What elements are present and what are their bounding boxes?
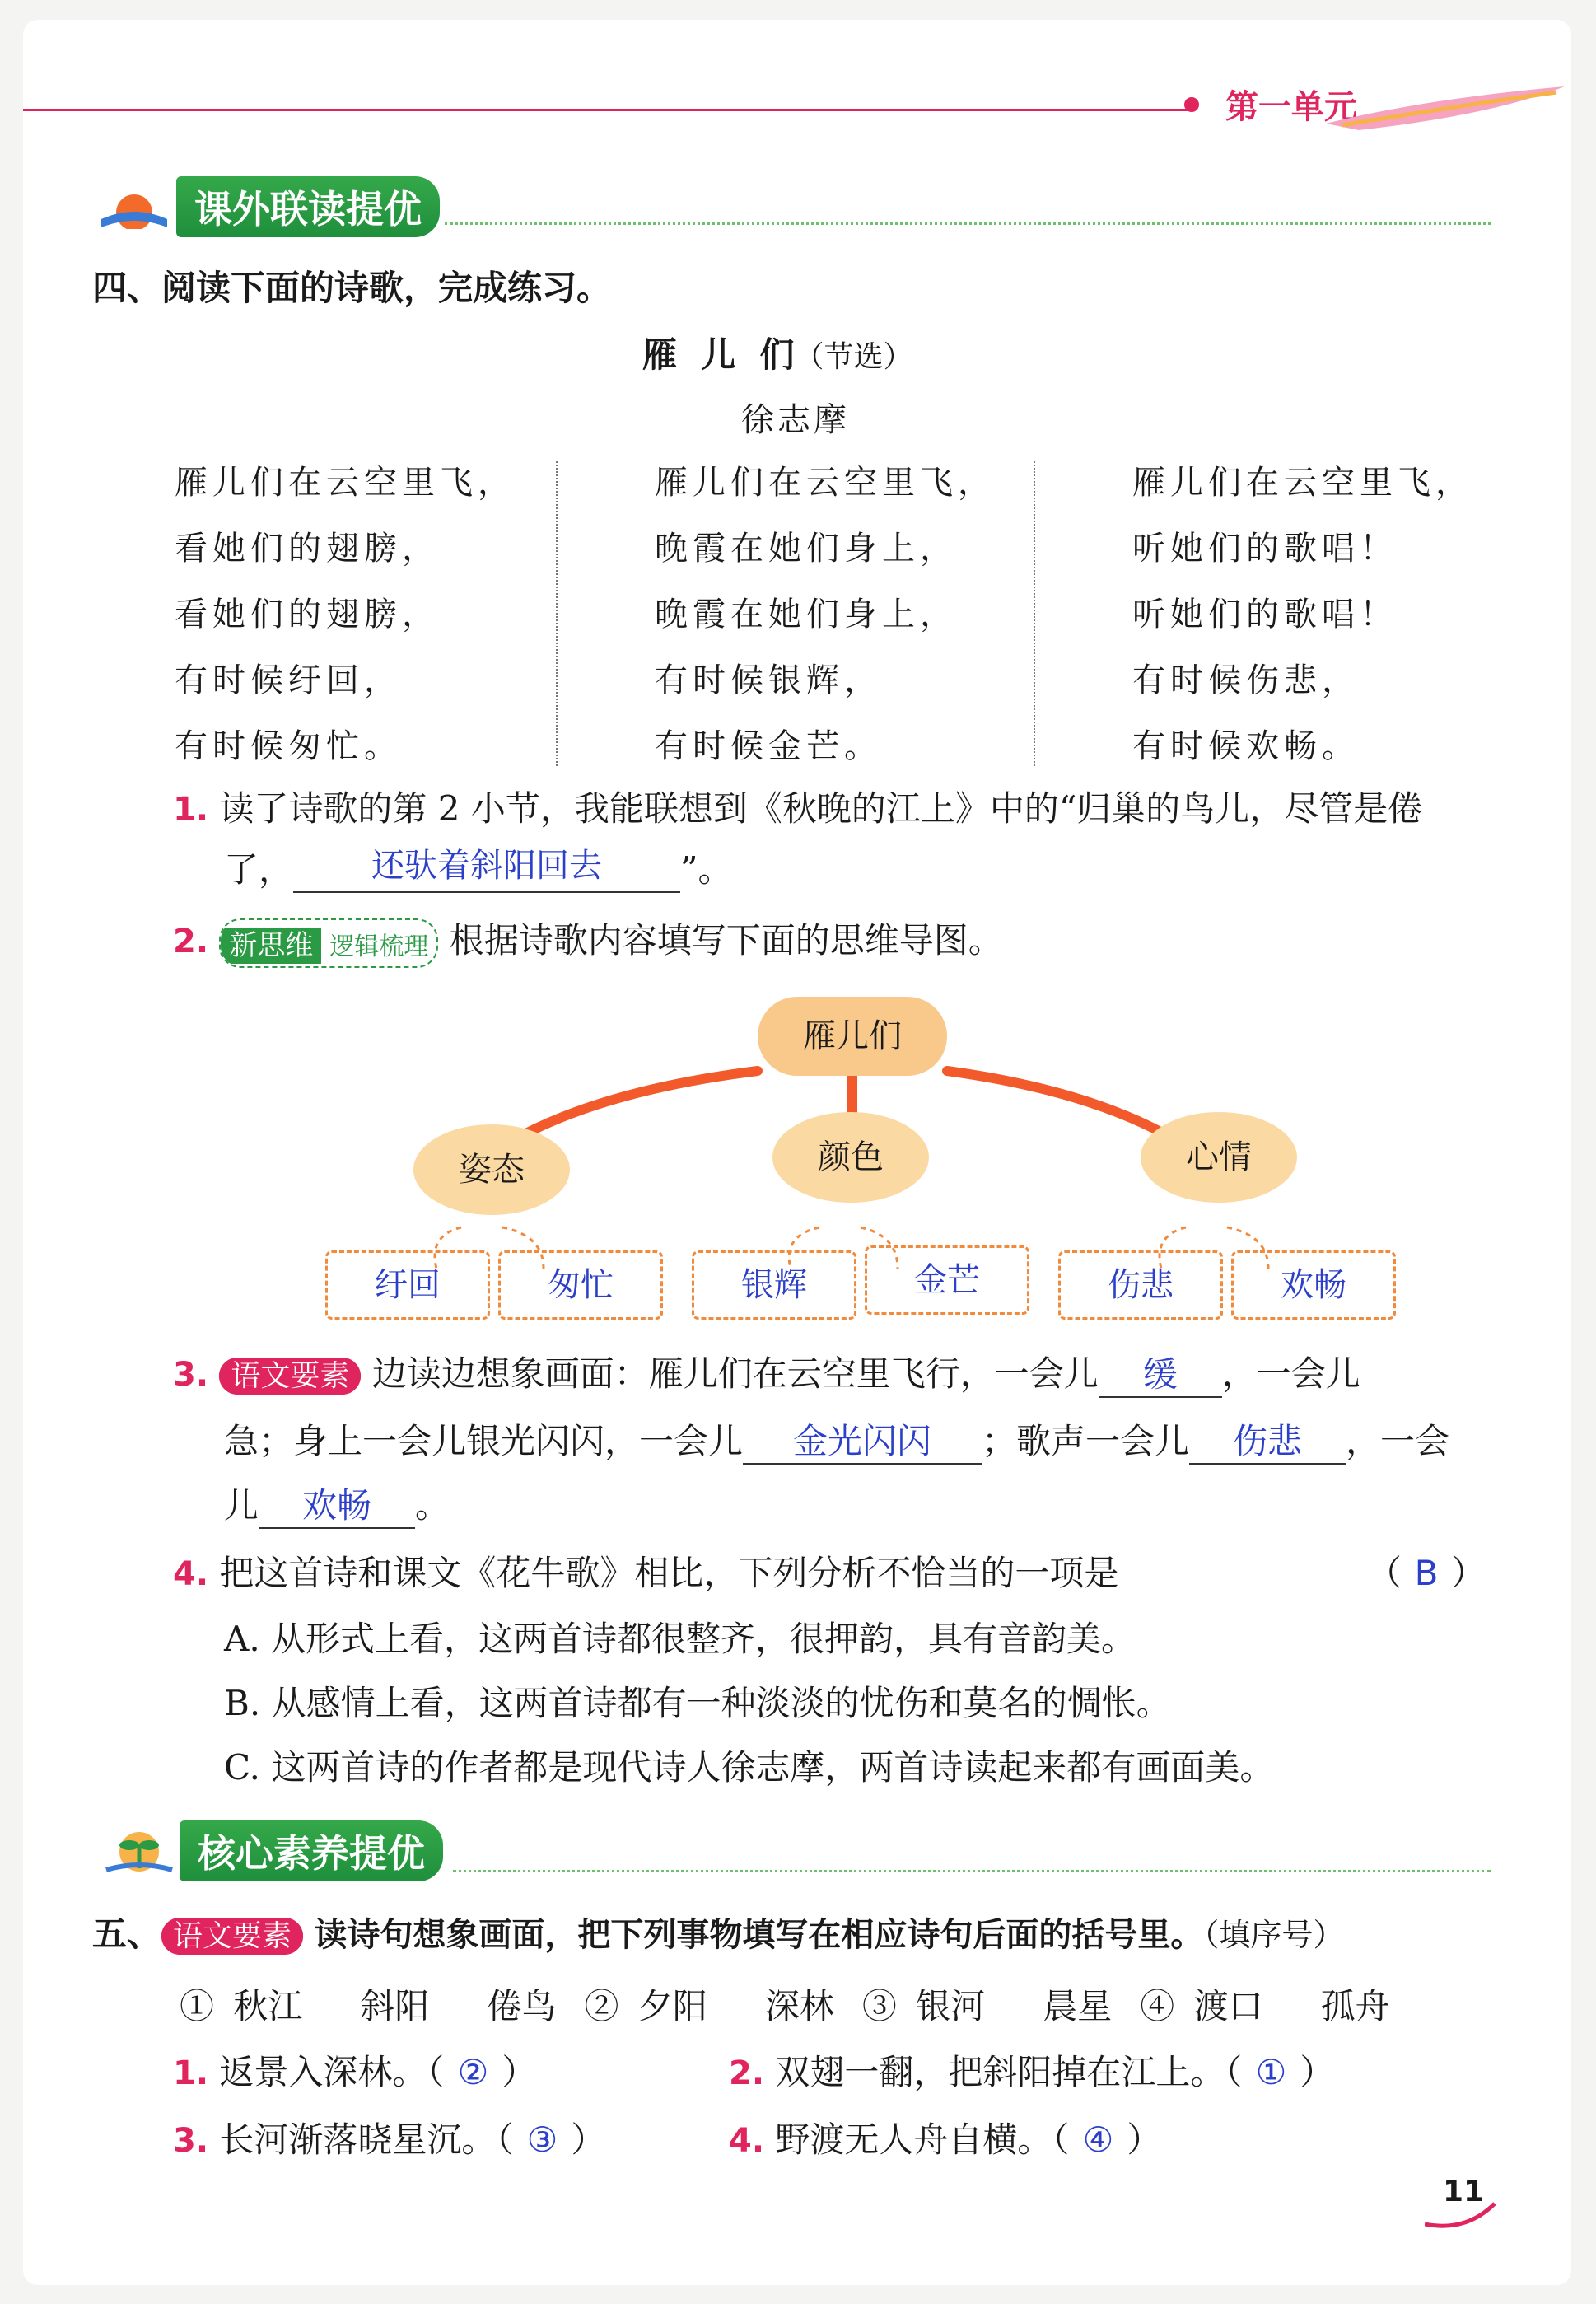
mindmap-answer-box[interactable]: 匆忙 bbox=[498, 1250, 663, 1320]
mindmap-root: 雁儿们 bbox=[758, 997, 947, 1076]
q4-answer[interactable]: B bbox=[1414, 1553, 1439, 1593]
q3-text-1b: ，一会儿 bbox=[1221, 1353, 1360, 1394]
q2-tag bbox=[219, 918, 438, 968]
q4-option-c: C. 这两首诗的作者都是现代诗人徐志摩，两首诗读起来都有画面美。 bbox=[224, 1747, 1275, 1788]
q2-number: 2. bbox=[173, 923, 209, 960]
q5-text: 读诗句想象画面，把下列事物填写在相应诗句后面的括号里。 bbox=[314, 1916, 1204, 1954]
q5-item: ④ 渡口 孤舟 bbox=[1140, 1986, 1390, 2026]
q3-line-1 bbox=[173, 1351, 1360, 1398]
page-number: 11 bbox=[1443, 2175, 1485, 2208]
poem-stanza-3 bbox=[1132, 450, 1473, 779]
q3-text-2c: ，一会 bbox=[1346, 1421, 1450, 1461]
poem-line: 看她们的翅膀， bbox=[175, 530, 440, 568]
q3-text-2b: ；歌声一会儿 bbox=[982, 1421, 1190, 1461]
q4-paren-open: （ bbox=[1367, 1553, 1402, 1593]
poem-line: 有时候匆忙。 bbox=[175, 727, 402, 765]
q2-tag-main: 新思维 bbox=[221, 928, 321, 964]
poem-line: 有时候伤悲， bbox=[1132, 661, 1360, 699]
q5-sub-number: 3. bbox=[173, 2122, 209, 2160]
q5-sub-close: ） bbox=[571, 2119, 606, 2160]
poem-line: 有时候银辉， bbox=[655, 661, 882, 699]
poem-line: 雁儿们在云空里飞， bbox=[1132, 464, 1473, 502]
mindmap-answer-box[interactable]: 金芒 bbox=[865, 1245, 1029, 1315]
q5-sub-close: ） bbox=[1300, 2052, 1335, 2092]
header-swoosh-icon bbox=[1326, 82, 1573, 132]
page-number-swoosh-icon bbox=[1425, 2199, 1499, 2232]
q3-text-1a: 边读边想象画面：雁儿们在云空里飞行，一会儿 bbox=[371, 1353, 1099, 1394]
q2-line bbox=[173, 918, 1003, 968]
q1-text-b: 了， bbox=[224, 849, 294, 890]
section-divider-1 bbox=[445, 222, 1491, 225]
q5-sub-answer[interactable]: ① bbox=[1255, 2052, 1287, 2092]
mindmap-answer-box[interactable]: 纡回 bbox=[325, 1250, 490, 1320]
poem-title bbox=[642, 328, 913, 377]
poem-line: 看她们的翅膀， bbox=[175, 596, 440, 633]
q3-answer-blank-1[interactable]: 缓 bbox=[1099, 1352, 1222, 1398]
q5-sub-close: ） bbox=[502, 2052, 537, 2092]
q5-sub-number: 2. bbox=[729, 2054, 765, 2092]
poem-author: 徐志摩 bbox=[741, 401, 850, 439]
mindmap-branch-color: 颜色 bbox=[772, 1112, 929, 1203]
poem-line: 有时候纡回， bbox=[175, 661, 402, 699]
q4-option-b: B. 从感情上看，这两首诗都有一种淡淡的忧伤和莫名的惆怅。 bbox=[224, 1683, 1171, 1723]
q3-line-2 bbox=[224, 1418, 1449, 1465]
q3-answer-blank-3[interactable]: 伤悲 bbox=[1189, 1418, 1346, 1465]
q5-sub-text: 野渡无人舟自横。（ bbox=[775, 2119, 1070, 2160]
q2-tag-sub: 逻辑梳理 bbox=[329, 932, 429, 961]
q4-line bbox=[173, 1550, 1118, 1597]
poem-line: 晚霞在她们身上， bbox=[655, 530, 958, 568]
q3-line-3 bbox=[224, 1483, 450, 1529]
mindmap-branch-posture: 姿态 bbox=[413, 1124, 570, 1215]
q5-sub-number: 1. bbox=[173, 2054, 209, 2092]
mindmap-branch-mood: 心情 bbox=[1141, 1112, 1297, 1203]
poem-line: 听她们的歌唱！ bbox=[1132, 596, 1398, 633]
section-title-1: 课外联读提优 bbox=[176, 176, 440, 237]
q5-sub-answer[interactable]: ② bbox=[457, 2052, 489, 2092]
q4-number: 4. bbox=[173, 1555, 209, 1593]
q5-sub-close: ） bbox=[1127, 2119, 1162, 2160]
q1-line-1 bbox=[173, 786, 1422, 833]
poem-stanza-1 bbox=[175, 450, 516, 779]
poem-divider bbox=[1034, 461, 1035, 766]
q4-paren-close: ） bbox=[1451, 1553, 1486, 1593]
poem-line: 雁儿们在云空里飞， bbox=[175, 464, 516, 502]
question-4-intro: 四、阅读下面的诗歌，完成练习。 bbox=[92, 268, 612, 308]
poem-line: 晚霞在她们身上， bbox=[655, 596, 958, 633]
q5-item: ② 夕阳 深林 bbox=[584, 1986, 834, 2026]
poem-stanza-2 bbox=[655, 450, 996, 779]
unit-label: 第一单元 bbox=[1225, 88, 1357, 126]
mindmap-answer-box[interactable]: 银辉 bbox=[692, 1250, 856, 1320]
q4-answer-paren bbox=[1367, 1550, 1486, 1596]
q5-sub-2 bbox=[729, 2049, 1334, 2096]
q1-text-c: ”。 bbox=[680, 849, 733, 890]
q5-tag: 语文要素 bbox=[161, 1918, 303, 1955]
q5-item: ① 秋江 斜阳 倦鸟 bbox=[180, 1986, 557, 2026]
q3-tag: 语文要素 bbox=[219, 1358, 361, 1395]
q2-text: 根据诗歌内容填写下面的思维导图。 bbox=[449, 920, 1003, 960]
header-bullet-icon bbox=[1184, 97, 1199, 112]
q5-sub-3 bbox=[173, 2117, 605, 2164]
q5-sub-1 bbox=[173, 2049, 536, 2096]
q5-sub-answer[interactable]: ④ bbox=[1082, 2119, 1114, 2160]
q4-text: 把这首诗和课文《花牛歌》相比，下列分析不恰当的一项是 bbox=[219, 1553, 1119, 1593]
q5-items bbox=[180, 1984, 1390, 2030]
q5-line bbox=[92, 1911, 1344, 1958]
q3-answer-blank-4[interactable]: 欢畅 bbox=[259, 1483, 415, 1529]
q5-note: （填序号） bbox=[1203, 1917, 1345, 1953]
q1-line-2 bbox=[224, 847, 733, 893]
q3-text-3a: 儿 bbox=[224, 1485, 259, 1526]
q4-option-a: A. 从形式上看，这两首诗都很整齐，很押韵，具有音韵美。 bbox=[224, 1619, 1136, 1659]
q3-answer-blank-2[interactable]: 金光闪闪 bbox=[743, 1418, 982, 1465]
q5-sub-number: 4. bbox=[729, 2122, 765, 2160]
poem-title-text: 雁 儿 们 bbox=[642, 334, 795, 375]
mindmap-answer-box[interactable]: 欢畅 bbox=[1231, 1250, 1396, 1320]
header-rule bbox=[23, 109, 1192, 111]
q3-text-3b: 。 bbox=[415, 1485, 450, 1526]
poem-line: 雁儿们在云空里飞， bbox=[655, 464, 996, 502]
q3-number: 3. bbox=[173, 1356, 209, 1394]
q5-sub-4 bbox=[729, 2117, 1161, 2164]
sunrise-book-icon bbox=[97, 180, 171, 229]
sprout-icon bbox=[102, 1819, 176, 1876]
poem-line: 有时候金芒。 bbox=[655, 727, 882, 765]
q1-number: 1. bbox=[173, 791, 209, 829]
q5-prefix: 五、 bbox=[92, 1914, 162, 1954]
q3-text-2a: 急；身上一会儿银光闪闪，一会儿 bbox=[224, 1421, 744, 1461]
q5-sub-text: 返景入深林。（ bbox=[219, 2052, 445, 2092]
q1-text-a: 读了诗歌的第 2 小节，我能联想到《秋晚的江上》中的“归巢的鸟儿，尽管是倦 bbox=[219, 788, 1423, 829]
poem-divider bbox=[556, 461, 558, 766]
section-divider-2 bbox=[453, 1870, 1491, 1872]
q5-item: ③ 银河 晨星 bbox=[861, 1986, 1113, 2026]
poem-line: 有时候欢畅。 bbox=[1132, 727, 1360, 765]
q1-answer-blank[interactable]: 还驮着斜阳回去 bbox=[293, 847, 680, 893]
q5-sub-answer[interactable]: ③ bbox=[526, 2119, 558, 2160]
poem-title-note: （节选） bbox=[794, 340, 913, 374]
mindmap-answer-box[interactable]: 伤悲 bbox=[1058, 1250, 1223, 1320]
section-title-2: 核心素养提优 bbox=[180, 1820, 443, 1881]
q5-sub-text: 长河渐落晓星沉。（ bbox=[219, 2119, 514, 2160]
poem-line: 听她们的歌唱！ bbox=[1132, 530, 1398, 568]
q5-sub-text: 双翅一翻，把斜阳掉在江上。（ bbox=[775, 2052, 1243, 2092]
